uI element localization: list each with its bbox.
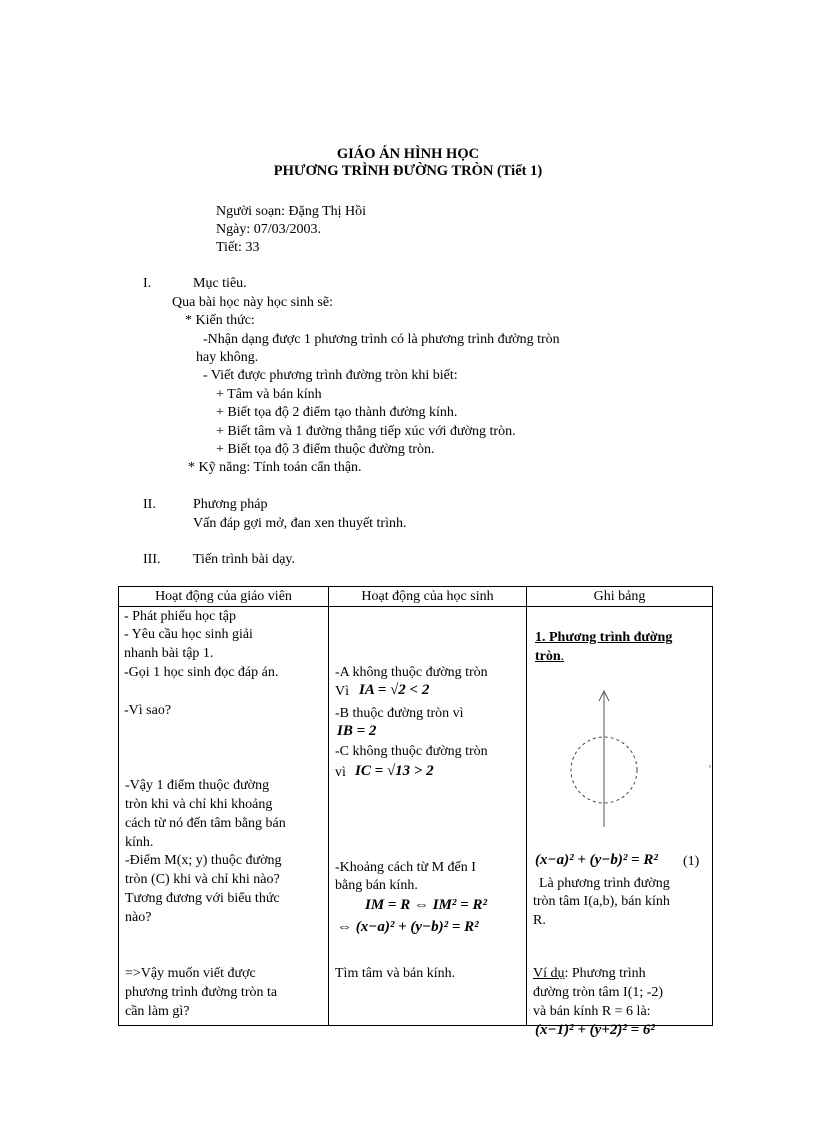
header-student: Hoạt động của học sinh [329,587,527,607]
student-formula: IM = R ⇔ IM² = R² [365,897,487,913]
section-1-number: I. [143,276,152,291]
teacher-line: - Phát phiếu học tập [124,609,236,624]
student-formula: IB = 2 [337,723,377,739]
student-line: bằng bán kính. [335,878,418,893]
knowledge-subitem: + Biết tâm và 1 đường thẳng tiếp xúc với đường tròn. [216,424,516,439]
board-column [527,607,712,1038]
knowledge-item-2: - Viết được phương trình đường tròn khi biết: [203,368,458,383]
document-subtitle: PHƯƠNG TRÌNH ĐƯỜNG TRÒN (Tiết 1) [273,163,543,179]
teacher-column [119,607,328,1025]
board-heading-2 [535,648,564,665]
teacher-line: nào? [125,910,152,925]
board-heading-word: tròn [535,649,561,664]
board-heading-dot: . [560,649,565,664]
section-2-heading: Phương pháp [193,497,268,512]
teacher-line: cách từ nó đến tâm bằng bán [125,816,286,831]
board-line: và bán kính R = 6 là: [533,1004,651,1019]
lesson-table [118,586,713,1038]
teacher-line: -Điểm M(x; y) thuộc đường [125,853,282,868]
student-line: vì [335,765,346,780]
period-line: Tiết: 33 [216,240,260,255]
section-3-heading: Tiến trình bài dạy. [193,552,296,567]
student-formula: ⇔ (x−a)² + (y−b)² = R² [337,919,479,935]
circle-diagram [567,687,677,837]
teacher-line: - Yêu cầu học sinh giải [124,627,253,642]
teacher-line: tròn khi và chỉ khi khoảng [125,797,273,812]
example-line [533,965,646,982]
teacher-line: kính. [125,835,154,850]
teacher-line: =>Vậy muốn viết được [125,966,256,981]
teacher-line: cần làm gì? [125,1004,190,1019]
date-line: Ngày: 07/03/2003. [216,222,321,237]
board-line: R. [533,913,546,928]
teacher-line: tròn (C) khi và chỉ khi nào? [125,872,280,887]
section-2-text: Vấn đáp gợi mở, đan xen thuyết trình. [193,516,407,531]
teacher-line: nhanh bài tập 1. [124,646,214,661]
knowledge-item-1a: -Nhận dạng được 1 phương trình có là phương trình đường tròn [203,332,560,347]
example-equation: (x−1)² + (y+2)² = 6² [535,1022,655,1038]
student-line: Vì [335,684,349,699]
student-line: -A không thuộc đường tròn [335,665,488,680]
student-formula: IC = √13 > 2 [355,763,434,779]
section-2-number: II. [143,497,156,512]
header-board: Ghi bảng [527,587,713,607]
board-line: tròn tâm I(a,b), bán kính [533,894,670,909]
board-heading: 1. Phương trình đường [535,630,673,645]
example-text: : Phương trình [564,966,646,981]
knowledge-item-1b: hay không. [196,350,259,365]
example-label: Ví dụ [533,966,565,981]
circle-equation: (x−a)² + (y−b)² = R² [535,852,658,868]
header-teacher: Hoạt động của giáo viên [119,587,329,607]
teacher-line: Tương đương với biểu thức [125,891,280,906]
section-3-number: III. [143,552,161,567]
teacher-line: -Gọi 1 học sinh đọc đáp án. [124,665,279,680]
student-line: -C không thuộc đường tròn [335,744,488,759]
margin-mark: › [708,760,712,772]
student-line: -B thuộc đường tròn vì [335,706,464,721]
document-title: GIÁO ÁN HÌNH HỌC [336,146,480,162]
knowledge-subitem: + Biết tọa độ 2 điểm tạo thành đường kính. [216,405,458,420]
student-line: Tìm tâm và bán kính. [335,966,456,981]
section-1-heading: Mục tiêu. [193,276,247,291]
section-1-intro: Qua bài học này học sinh sẽ: [172,295,333,310]
knowledge-label: * Kiến thức: [185,313,255,328]
author-line: Người soạn: Đặng Thị Hồi [216,204,367,219]
student-formula: IA = √2 < 2 [359,682,430,698]
skill-line: * Kỹ năng: Tính toán cẩn thận. [188,460,362,475]
teacher-line: -Vì sao? [124,703,172,718]
knowledge-subitem: + Tâm và bán kính [216,387,322,402]
teacher-line: phương trình đường tròn ta [125,985,278,1000]
teacher-line: -Vậy 1 điểm thuộc đường [125,778,270,793]
student-line: -Khoảng cách từ M đến I [335,860,476,875]
knowledge-subitem: + Biết tọa độ 3 điểm thuộc đường tròn. [216,442,435,457]
student-column [329,607,526,1025]
equation-number: (1) [683,854,700,869]
board-line: đường tròn tâm I(1; -2) [533,985,664,1000]
board-line: Là phương trình đường [539,876,670,891]
